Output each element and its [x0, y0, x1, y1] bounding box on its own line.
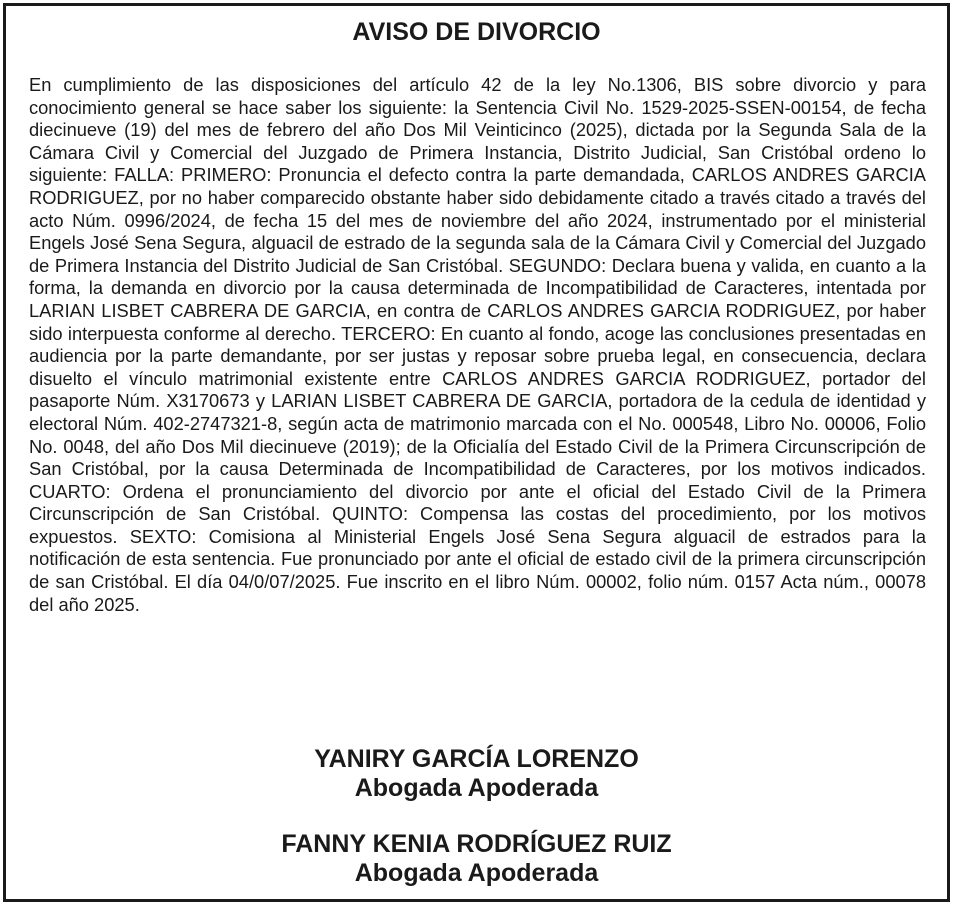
signature-block-1	[6, 745, 947, 803]
signatory-role: Abogada Apoderada	[354, 774, 599, 802]
notice-title: AVISO DE DIVORCIO	[352, 18, 601, 46]
notice-body: En cumplimiento de las disposiciones del artículo 42 de la ley No.1306, BIS sobre divorcio y para conocimiento general se hace saber los siguiente: la Sentencia Civil No. 1529-2025-SSEN-00154, de fecha diecinueve (19) del mes de febrero del año Dos Mil Veinticinco (2025), dictada por la Segunda Sala de la Cámara Civil y Comercial del Juzgado de Primera Instancia, Distrito Judicial, San Cristóbal ordeno lo siguiente: FALLA: PRIMERO: Pronuncia el defecto contra la parte demandada, CARLOS ANDRES GARCIA RODRIGUEZ, por no haber comparecido obstante haber sido debidamente citado a través citado a través del acto Núm. 0996/2024, de fecha 15 del mes de noviembre del año 2024, instrumentado por el ministerial Engels José Sena Segura, alguacil de estrado de la segunda sala de la Cámara Civil y Comercial del Juzgado de Primera Instancia del Distrito Judicial de San Cristóbal. SEGUNDO: Declara buena y valida, en cuanto a la forma, la demanda en divorcio por la causa determinada de Incompatibilidad de Caracteres, intentada por LARIAN LISBET CABRERA DE GARCIA, en contra de CARLOS ANDRES GARCIA RODRIGUEZ, por haber sido interpuesta conforme al derecho. TERCERO: En cuanto al fondo, acoge las conclusiones presentadas en audiencia por la parte demandante, por ser justas y reposar sobre prueba legal, en consecuencia, declara disuelto el vínculo matrimonial existente entre CARLOS ANDRES GARCIA RODRIGUEZ, portador del pasaporte Núm. X3170673 y LARIAN LISBET CABRERA DE GARCIA, portadora de la cedula de identidad y electoral Núm. 402-2747321-8, según acta de matrimonio marcada con el No. 000548, Libro No. 00006, Folio No. 0048, del año Dos Mil diecinueve (2019); de la Oficialía del Estado Civil de la Primera Circunscripción de San Cristóbal, por la causa Determinada de Incompatibilidad de Caracteres, por los motivos indicados. CUARTO: Ordena el pronunciamiento del divorcio por ante el oficial del Estado Civil de la Primera Circunscripción de San Cristóbal. QUINTO: Compensa las costas del procedimiento, por los motivos expuestos. SEXTO: Comisiona al Ministerial Engels José Sena Segura alguacil de estrados para la notificación de esta sentencia. Fue pronunciado por ante el oficial de estado civil de la primera circunscripción de san Cristóbal. El día 04/0/07/2025. Fue inscrito en el libro Núm. 00002, folio núm. 0157 Acta núm., 00078 del año 2025.	[29, 74, 926, 615]
divorce-notice	[3, 3, 950, 902]
signature-block-2	[6, 830, 947, 888]
signatory-name: YANIRY GARCÍA LORENZO	[314, 745, 639, 773]
signatory-role: Abogada Apoderada	[354, 859, 599, 887]
signatory-name: FANNY KENIA RODRÍGUEZ RUIZ	[281, 830, 672, 858]
